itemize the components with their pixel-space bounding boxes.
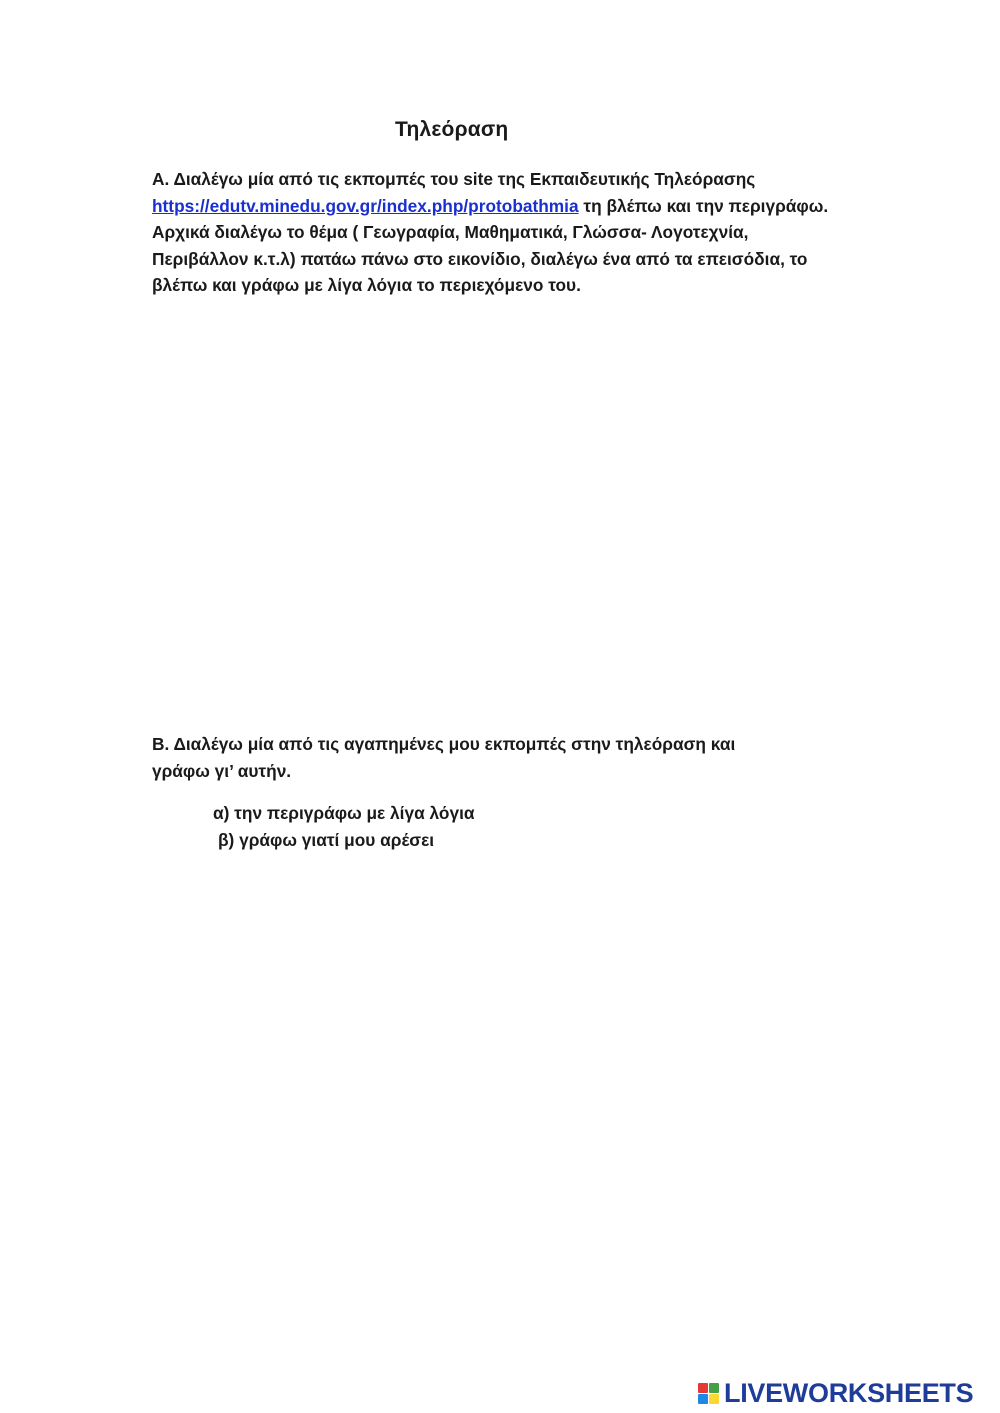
section-b-line-1: Β. Διαλέγω μία από τις αγαπημένες μου εκπομπές στην τηλεόραση και [152,734,736,754]
section-b-item-a: α) την περιγράφω με λίγα λόγια [213,803,475,823]
liveworksheets-logo-icon [698,1383,719,1404]
liveworksheets-text: LIVEWORKSHEETS [724,1378,974,1408]
logo-square-red [698,1383,708,1393]
section-b-item-b: β) γράφω γιατί μου αρέσει [218,830,435,850]
section-a-text-before-link: Α. Διαλέγω μία από τις εκπομπές του site της Εκπαιδευτικής Τηλεόρασης [152,169,756,189]
edutv-link[interactable]: https://edutv.minedu.gov.gr/index.php/protobathmia [152,195,579,216]
liveworksheets-watermark [698,1380,973,1407]
section-b-line-2: γράφω γι’ αυτήν. [152,761,292,781]
logo-square-yellow [709,1394,719,1404]
section-a-instructions [152,166,842,299]
page-title: Τηλεόραση [395,118,509,141]
logo-square-blue [698,1394,708,1404]
logo-square-green [709,1383,719,1393]
section-a-text-after-link: τη βλέπω και την περιγράφω. Αρχικά διαλέγω το θέμα ( Γεωγραφία, Μαθηματικά, Γλώσσα- Λογοτεχνία, Περιβάλλον κ.τ.λ) πατάω πάνω στο εικονίδιο, διαλέγω ένα από τα επεισόδια, το βλέπω και γράφω με λίγα λόγια το περιεχόμενο του. [152,195,829,295]
